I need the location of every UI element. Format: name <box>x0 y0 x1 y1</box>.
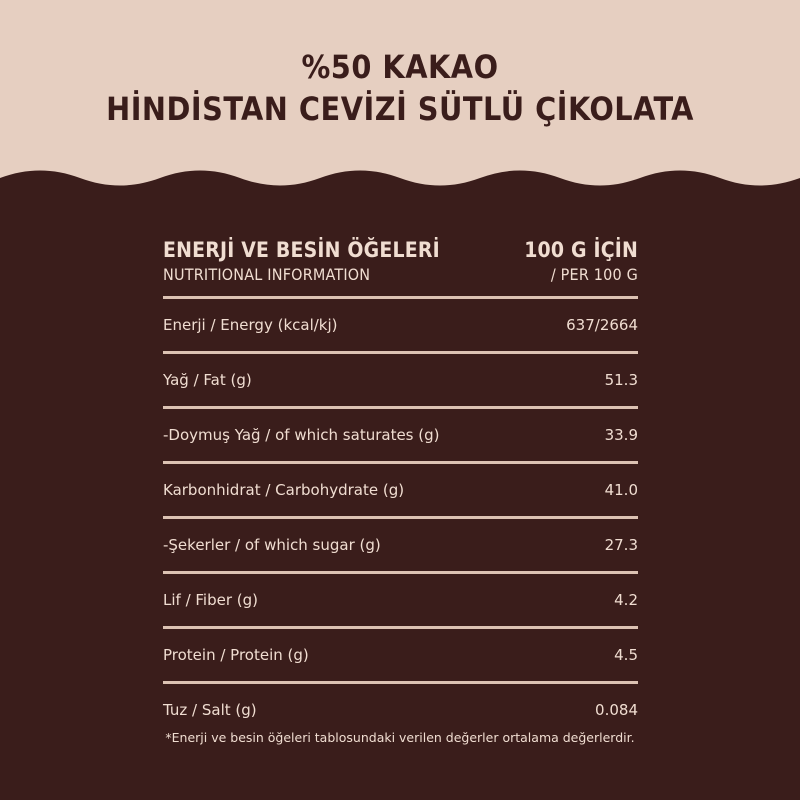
table-row <box>163 354 638 406</box>
row-label: Yağ / Fat (g) <box>163 371 252 389</box>
product-title-line-2: HİNDİSTAN CEVİZİ SÜTLÜ ÇİKOLATA <box>106 90 694 128</box>
row-label: Karbonhidrat / Carbohydrate (g) <box>163 481 405 499</box>
row-label: -Doymuş Yağ / of which saturates (g) <box>163 426 440 444</box>
row-value: 4.2 <box>614 591 638 609</box>
row-value: 27.3 <box>604 536 638 554</box>
table-row <box>163 519 638 571</box>
table-row <box>163 299 638 351</box>
row-value: 33.9 <box>604 426 638 444</box>
row-label: -Şekerler / of which sugar (g) <box>163 536 381 554</box>
wave-divider <box>0 160 800 200</box>
row-value: 51.3 <box>604 371 638 389</box>
header-title-en: NUTRITIONAL INFORMATION <box>163 265 371 284</box>
row-value: 41.0 <box>604 481 638 499</box>
row-value: 0.084 <box>595 701 638 719</box>
header-title-tr: ENERJİ VE BESİN ÖĞELERİ <box>163 238 440 262</box>
table-row <box>163 574 638 626</box>
table-row <box>163 684 638 736</box>
row-label: Lif / Fiber (g) <box>163 591 259 609</box>
table-row <box>163 464 638 516</box>
table-row <box>163 409 638 461</box>
table-header <box>163 236 638 296</box>
row-value: 4.5 <box>614 646 638 664</box>
row-label: Enerji / Energy (kcal/kj) <box>163 316 338 334</box>
nutrition-table <box>163 236 638 736</box>
row-label: Protein / Protein (g) <box>163 646 309 664</box>
product-title-line-1: %50 KAKAO <box>301 48 499 86</box>
row-value: 637/2664 <box>566 316 638 334</box>
header-per-tr: 100 G İÇİN <box>524 238 638 262</box>
row-label: Tuz / Salt (g) <box>163 701 257 719</box>
table-row <box>163 629 638 681</box>
footnote: *Enerji ve besin öğeleri tablosundaki verilen değerler ortalama değerlerdir. <box>165 730 635 745</box>
header-per-en: / PER 100 G <box>550 265 638 284</box>
